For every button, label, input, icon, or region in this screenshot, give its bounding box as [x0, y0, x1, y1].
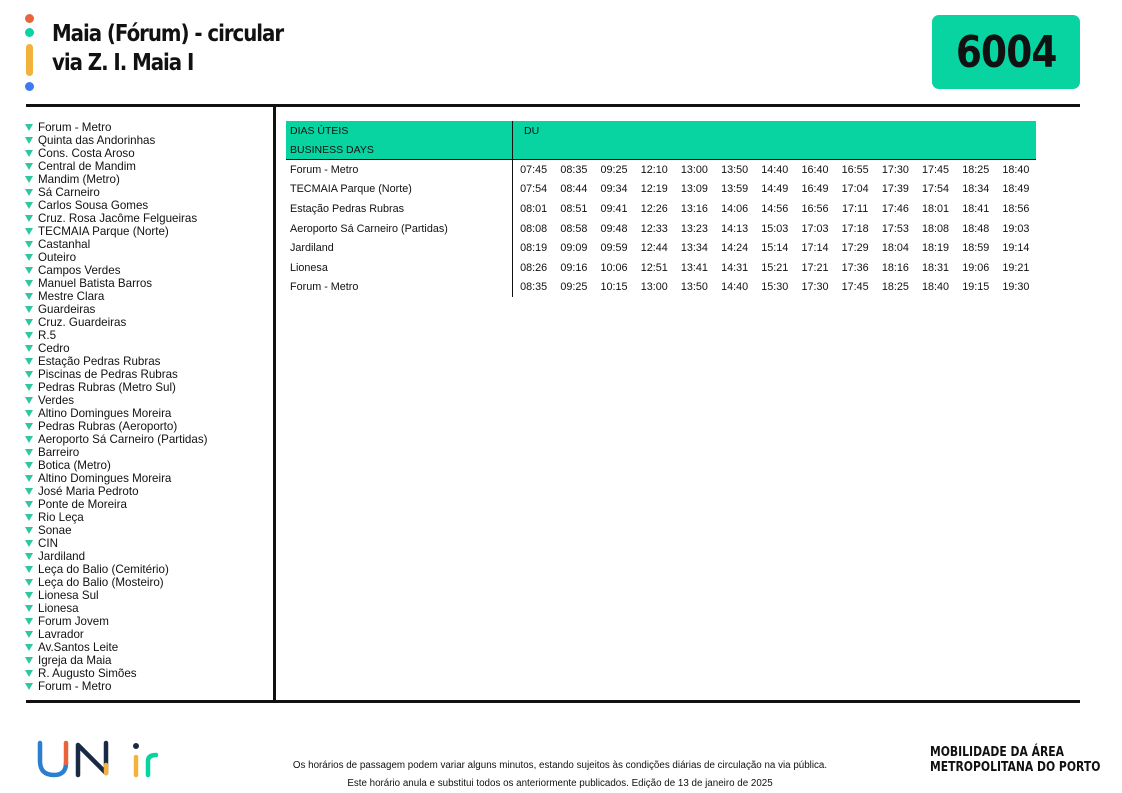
stop-item [24, 485, 274, 498]
stop-marker-icon [25, 618, 33, 625]
time-cell: 08:44 [560, 183, 588, 196]
stop-item [24, 342, 274, 355]
time-cell: 17:30 [881, 163, 909, 176]
stop-label: Sonae [38, 524, 72, 537]
time-cell: 18:40 [922, 281, 950, 294]
stop-item [24, 589, 274, 602]
stop-marker-icon [25, 488, 33, 495]
time-cell: 13:09 [680, 183, 708, 196]
time-cell: 18:31 [922, 261, 950, 274]
time-cell: 17:45 [922, 163, 950, 176]
row-divider [512, 219, 513, 239]
row-stop-name: Lionesa [290, 261, 328, 274]
stop-label: Guardeiras [38, 303, 96, 316]
stop-marker-icon [25, 605, 33, 612]
time-cell: 14:24 [721, 242, 749, 255]
time-cell: 17:53 [881, 222, 909, 235]
stop-marker-icon [25, 150, 33, 157]
stop-item [24, 173, 274, 186]
time-cell: 18:01 [922, 202, 950, 215]
row-stop-name: Aeroporto Sá Carneiro (Partidas) [290, 222, 448, 235]
stop-marker-icon [25, 449, 33, 456]
time-cell: 12:26 [640, 202, 668, 215]
time-cell: 09:59 [600, 242, 628, 255]
stop-item [24, 446, 274, 459]
time-cell: 09:25 [560, 281, 588, 294]
stop-marker-icon [25, 462, 33, 469]
row-divider [512, 160, 513, 180]
stop-item [24, 355, 274, 368]
stop-label: Cruz. Rosa Jacôme Felgueiras [38, 212, 198, 225]
time-cell: 17:46 [881, 202, 909, 215]
stop-item [24, 329, 274, 342]
stop-label: Botica (Metro) [38, 459, 111, 472]
stop-item [24, 511, 274, 524]
time-cell: 08:58 [560, 222, 588, 235]
stop-marker-icon [25, 527, 33, 534]
stop-marker-icon [25, 566, 33, 573]
time-cell: 16:56 [801, 202, 829, 215]
table-row [286, 238, 1036, 258]
time-cell: 13:34 [680, 242, 708, 255]
time-cell: 17:45 [841, 281, 869, 294]
row-stop-name: Jardiland [290, 242, 334, 255]
time-cell: 08:01 [520, 202, 548, 215]
time-cell: 08:35 [520, 281, 548, 294]
stop-item [24, 277, 274, 290]
stop-label: Castanhal [38, 238, 91, 251]
time-cell: 08:19 [520, 242, 548, 255]
time-cell: 10:15 [600, 281, 628, 294]
unir-logo-icon [36, 735, 171, 783]
time-cell: 17:21 [801, 261, 829, 274]
row-times [512, 223, 1036, 235]
time-cell: 08:26 [520, 261, 548, 274]
stop-marker-icon [25, 631, 33, 638]
time-cell: 19:06 [962, 261, 990, 274]
time-cell: 19:21 [1002, 261, 1030, 274]
stop-item [24, 550, 274, 563]
time-cell: 17:39 [881, 183, 909, 196]
row-stop-name: TECMAIA Parque (Norte) [290, 183, 412, 196]
stop-label: CIN [38, 537, 58, 550]
time-cell: 18:25 [881, 281, 909, 294]
day-label: DIAS ÚTEIS [290, 125, 349, 137]
stop-item [24, 563, 274, 576]
stop-marker-icon [25, 371, 33, 378]
stop-item [24, 433, 274, 446]
time-cell: 13:00 [640, 281, 668, 294]
time-cell: 12:44 [640, 242, 668, 255]
header-divider [512, 121, 513, 160]
row-stop-name: Forum - Metro [290, 281, 359, 294]
stop-item [24, 420, 274, 433]
stop-label: Forum - Metro [38, 121, 112, 134]
stop-item [24, 472, 274, 485]
time-cell: 19:30 [1002, 281, 1030, 294]
stop-label: R. Augusto Simões [38, 667, 137, 680]
title-line-1: Maia (Fórum) - circular [52, 21, 284, 47]
stop-item [24, 251, 274, 264]
row-times [512, 203, 1036, 215]
stop-marker-icon [25, 475, 33, 482]
time-cell: 18:59 [962, 242, 990, 255]
time-cell: 09:09 [560, 242, 588, 255]
stop-marker-icon [25, 319, 33, 326]
row-divider [512, 278, 513, 298]
time-cell: 18:08 [922, 222, 950, 235]
stop-label: Aeroporto Sá Carneiro (Partidas) [38, 433, 208, 446]
stop-item [24, 407, 274, 420]
time-cell: 15:14 [761, 242, 789, 255]
stop-item [24, 680, 274, 693]
stop-item [24, 160, 274, 173]
stop-label: Verdes [38, 394, 75, 407]
stop-marker-icon [25, 358, 33, 365]
stop-marker-icon [25, 241, 33, 248]
stop-marker-icon [25, 202, 33, 209]
stop-label: Sá Carneiro [38, 186, 100, 199]
row-divider [512, 238, 513, 258]
day-code: DU [524, 125, 540, 137]
top-divider [26, 104, 1080, 107]
stop-item [24, 316, 274, 329]
stop-item [24, 186, 274, 199]
stop-marker-icon [25, 657, 33, 664]
stop-marker-icon [25, 306, 33, 313]
time-cell: 18:48 [962, 222, 990, 235]
stop-item [24, 199, 274, 212]
stop-label: Rio Leça [38, 511, 84, 524]
footer-note-1: Os horários de passagem podem variar alguns minutos, estando sujeitos às condições diárias de circulação na via pública. [292, 760, 828, 771]
stop-label: Mandim (Metro) [38, 173, 120, 186]
stop-label: Ponte de Moreira [38, 498, 127, 511]
row-times [512, 183, 1036, 195]
stop-label: Cedro [38, 342, 70, 355]
time-cell: 08:08 [520, 222, 548, 235]
time-cell: 09:34 [600, 183, 628, 196]
time-cell: 14:06 [721, 202, 749, 215]
brand-line-1: MOBILIDADE DA ÁREA [930, 744, 1064, 760]
time-cell: 18:56 [1002, 202, 1030, 215]
stop-label: José Maria Pedroto [38, 485, 139, 498]
stop-label: Barreiro [38, 446, 80, 459]
time-cell: 18:41 [962, 202, 990, 215]
stop-label: Forum - Metro [38, 680, 112, 693]
stop-item [24, 615, 274, 628]
stop-item [24, 225, 274, 238]
route-number: 6004 [955, 26, 1057, 78]
time-cell: 14:40 [721, 281, 749, 294]
row-times [512, 164, 1036, 176]
stop-label: Carlos Sousa Gomes [38, 199, 149, 212]
stop-label: Mestre Clara [38, 290, 105, 303]
stop-item [24, 368, 274, 381]
stop-marker-icon [25, 163, 33, 170]
time-cell: 13:41 [680, 261, 708, 274]
time-cell: 14:31 [721, 261, 749, 274]
stop-marker-icon [25, 228, 33, 235]
stop-marker-icon [25, 293, 33, 300]
time-cell: 17:11 [842, 202, 869, 215]
footer-note-2: Este horário anula e substitui todos os anteriormente publicados. Edição de 13 de janeiro de 2025 [347, 778, 773, 789]
stop-item [24, 498, 274, 511]
stop-marker-icon [25, 579, 33, 586]
stop-item [24, 576, 274, 589]
stop-marker-icon [25, 176, 33, 183]
stop-label: Lionesa Sul [38, 589, 99, 602]
time-cell: 10:06 [600, 261, 628, 274]
stop-item [24, 537, 274, 550]
stop-label: Cons. Costa Aroso [38, 147, 135, 160]
stop-item [24, 628, 274, 641]
time-cell: 12:10 [640, 163, 668, 176]
stop-item [24, 238, 274, 251]
stop-item [24, 264, 274, 277]
time-cell: 13:23 [680, 222, 708, 235]
time-cell: 18:49 [1002, 183, 1030, 196]
stop-label: Campos Verdes [38, 264, 121, 277]
timetable-rows [286, 160, 1036, 297]
stop-label: Pedras Rubras (Metro Sul) [38, 381, 176, 394]
page-title [52, 20, 283, 78]
stop-item [24, 381, 274, 394]
time-cell: 17:18 [841, 222, 869, 235]
time-cell: 16:55 [841, 163, 869, 176]
stop-item [24, 303, 274, 316]
row-times [512, 281, 1036, 293]
stop-marker-icon [25, 501, 33, 508]
stop-list [24, 121, 274, 693]
stop-marker-icon [25, 514, 33, 521]
time-cell: 12:33 [640, 222, 668, 235]
stop-marker-icon [25, 254, 33, 261]
time-cell: 08:35 [560, 163, 588, 176]
stop-item [24, 667, 274, 680]
stop-label: Lavrador [38, 628, 84, 641]
operator-brand [930, 745, 1100, 775]
stop-marker-icon [25, 397, 33, 404]
timetable-header [286, 121, 1036, 160]
table-row [286, 199, 1036, 219]
row-stop-name: Estação Pedras Rubras [290, 202, 405, 215]
time-cell: 16:49 [801, 183, 829, 196]
time-cell: 14:56 [761, 202, 789, 215]
stop-label: Leça do Balio (Mosteiro) [38, 576, 164, 589]
table-row [286, 160, 1036, 180]
time-cell: 18:04 [881, 242, 909, 255]
time-cell: 17:54 [922, 183, 950, 196]
time-cell: 13:50 [680, 281, 708, 294]
stop-label: Estação Pedras Rubras [38, 355, 161, 368]
stop-marker-icon [25, 423, 33, 430]
stop-label: Lionesa [38, 602, 79, 615]
time-cell: 15:30 [761, 281, 789, 294]
stop-item [24, 459, 274, 472]
stop-label: Altino Domingues Moreira [38, 472, 172, 485]
stop-item [24, 524, 274, 537]
stop-marker-icon [25, 332, 33, 339]
stop-label: TECMAIA Parque (Norte) [38, 225, 169, 238]
stop-marker-icon [25, 124, 33, 131]
time-cell: 09:16 [560, 261, 588, 274]
stop-label: Piscinas de Pedras Rubras [38, 368, 178, 381]
stop-marker-icon [25, 670, 33, 677]
stop-marker-icon [25, 644, 33, 651]
time-cell: 13:16 [680, 202, 708, 215]
stop-marker-icon [25, 540, 33, 547]
time-cell: 19:14 [1002, 242, 1030, 255]
stop-label: Leça do Balio (Cemitério) [38, 563, 169, 576]
stop-marker-icon [25, 137, 33, 144]
stop-marker-icon [25, 436, 33, 443]
time-cell: 17:36 [841, 261, 869, 274]
stop-item [24, 134, 274, 147]
stop-label: Outeiro [38, 251, 77, 264]
time-cell: 09:25 [600, 163, 628, 176]
time-cell: 17:29 [841, 242, 869, 255]
time-cell: 18:34 [962, 183, 990, 196]
table-row [286, 180, 1036, 200]
time-cell: 17:30 [801, 281, 829, 294]
stop-marker-icon [25, 280, 33, 287]
row-divider [512, 199, 513, 219]
time-cell: 19:15 [962, 281, 990, 294]
time-cell: 08:51 [560, 202, 588, 215]
time-cell: 19:03 [1002, 222, 1030, 235]
time-cell: 15:03 [761, 222, 789, 235]
time-cell: 16:40 [801, 163, 829, 176]
stop-item [24, 654, 274, 667]
stop-marker-icon [25, 410, 33, 417]
stop-marker-icon [25, 553, 33, 560]
table-row [286, 258, 1036, 278]
time-cell: 17:03 [801, 222, 829, 235]
brand-dots-icon [24, 14, 36, 94]
time-cell: 18:40 [1002, 163, 1030, 176]
stop-marker-icon [25, 189, 33, 196]
time-cell: 09:41 [600, 202, 628, 215]
stop-marker-icon [25, 683, 33, 690]
timetable [286, 121, 1036, 297]
stop-label: Altino Domingues Moreira [38, 407, 172, 420]
table-row [286, 219, 1036, 239]
route-badge [932, 15, 1080, 89]
row-times [512, 242, 1036, 254]
stop-label: Jardiland [38, 550, 86, 563]
stop-label: Pedras Rubras (Aeroporto) [38, 420, 178, 433]
table-row [286, 278, 1036, 298]
time-cell: 14:40 [761, 163, 789, 176]
stop-marker-icon [25, 345, 33, 352]
stop-item [24, 212, 274, 225]
time-cell: 17:04 [841, 183, 869, 196]
time-cell: 07:54 [520, 183, 548, 196]
time-cell: 17:14 [801, 242, 829, 255]
stop-label: Forum Jovem [38, 615, 109, 628]
stop-item [24, 602, 274, 615]
stop-label: Igreja da Maia [38, 654, 112, 667]
stop-marker-icon [25, 384, 33, 391]
stop-label: Manuel Batista Barros [38, 277, 153, 290]
stop-item [24, 147, 274, 160]
time-cell: 13:50 [721, 163, 749, 176]
time-cell: 18:16 [881, 261, 909, 274]
time-cell: 18:19 [922, 242, 950, 255]
stop-item [24, 121, 274, 134]
time-cell: 14:49 [761, 183, 789, 196]
stop-marker-icon [25, 215, 33, 222]
time-cell: 09:48 [600, 222, 628, 235]
time-cell: 15:21 [761, 261, 789, 274]
time-cell: 13:59 [721, 183, 749, 196]
stop-item [24, 290, 274, 303]
time-cell: 18:25 [962, 163, 990, 176]
row-divider [512, 180, 513, 200]
time-cell: 12:51 [640, 261, 668, 274]
brand-line-2: METROPOLITANA DO PORTO [930, 759, 1101, 775]
stop-label: Av.Santos Leite [38, 641, 119, 654]
stop-label: Central de Mandim [38, 160, 136, 173]
stop-marker-icon [25, 592, 33, 599]
row-divider [512, 258, 513, 278]
time-cell: 12:19 [640, 183, 668, 196]
bottom-divider [26, 700, 1080, 703]
title-line-2: via Z. I. Maia I [52, 50, 194, 76]
time-cell: 07:45 [520, 163, 548, 176]
row-stop-name: Forum - Metro [290, 163, 359, 176]
stop-marker-icon [25, 267, 33, 274]
row-times [512, 262, 1036, 274]
time-cell: 14:13 [721, 222, 749, 235]
time-cell: 13:00 [680, 163, 708, 176]
stop-item [24, 394, 274, 407]
stop-label: Cruz. Guardeiras [38, 316, 127, 329]
stop-label: R.5 [38, 329, 57, 342]
day-label-english: BUSINESS DAYS [290, 144, 374, 156]
stop-label: Quinta das Andorinhas [38, 134, 156, 147]
stop-item [24, 641, 274, 654]
